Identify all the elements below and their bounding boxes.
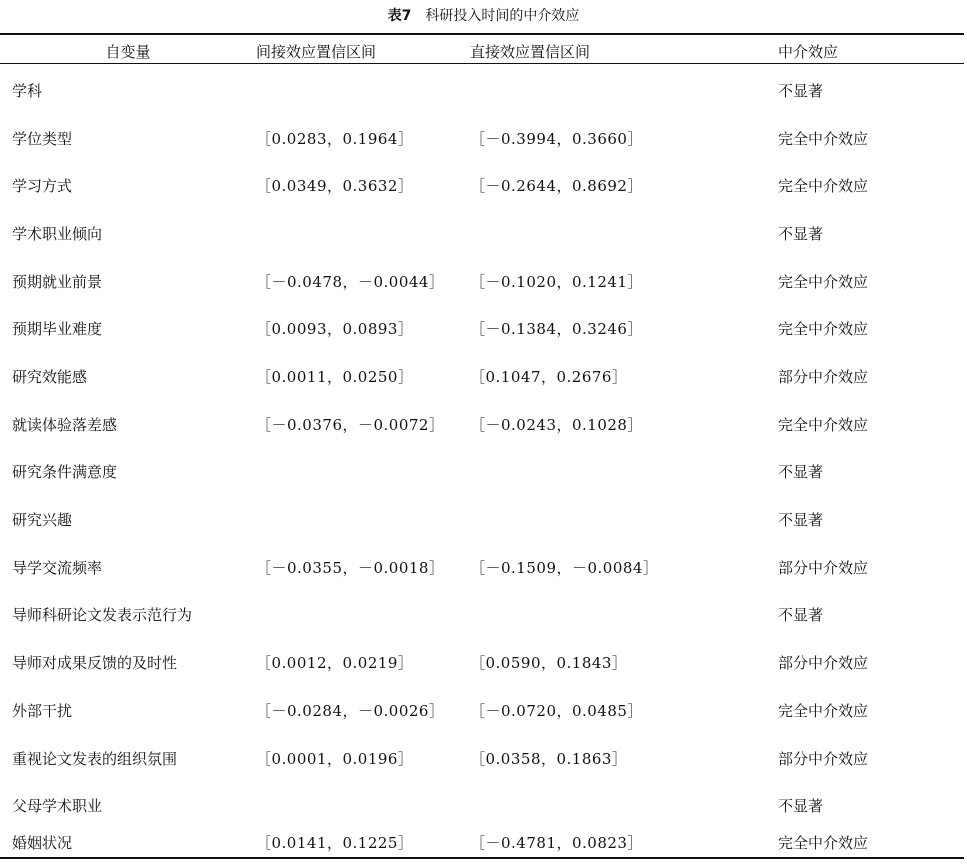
cell-effect: 不显著 [778, 82, 824, 100]
cell-indirect-ci: ［0.0349，0.3632］ [256, 177, 414, 195]
cell-effect: 完全中介效应 [778, 320, 869, 338]
header-mediation-effect: 中介效应 [778, 43, 839, 61]
cell-variable: 学习方式 [12, 177, 73, 195]
table-row [0, 270, 964, 294]
cell-variable: 预期毕业难度 [12, 320, 103, 338]
table-row [0, 413, 964, 437]
cell-variable: 研究条件满意度 [12, 463, 118, 481]
cell-variable: 研究兴趣 [12, 511, 73, 529]
cell-indirect-ci: ［0.0012，0.0219］ [256, 654, 414, 672]
cell-variable: 导师科研论文发表示范行为 [12, 606, 193, 624]
cell-direct-ci: ［－0.1509，－0.0084］ [470, 559, 659, 577]
table-row [0, 460, 964, 484]
cell-direct-ci: ［－0.1020，0.1241］ [470, 273, 643, 291]
header-variable: 自变量 [105, 43, 151, 61]
table-row [0, 794, 964, 818]
cell-indirect-ci: ［－0.0355，－0.0018］ [256, 559, 445, 577]
header-direct-ci: 直接效应置信区间 [470, 43, 591, 61]
cell-variable: 预期就业前景 [12, 273, 103, 291]
top-rule [0, 33, 964, 35]
cell-direct-ci: ［－0.2644，0.8692］ [470, 177, 643, 195]
cell-effect: 完全中介效应 [778, 702, 869, 720]
cell-variable: 学位类型 [12, 130, 73, 148]
cell-direct-ci: ［－0.0243，0.1028］ [470, 416, 643, 434]
cell-variable: 研究效能感 [12, 368, 88, 386]
cell-indirect-ci: ［－0.0478，－0.0044］ [256, 273, 445, 291]
table-row [0, 603, 964, 627]
cell-effect: 不显著 [778, 511, 824, 529]
cell-indirect-ci: ［0.0001，0.0196］ [256, 750, 414, 768]
table-row [0, 127, 964, 151]
cell-effect: 不显著 [778, 463, 824, 481]
table-header [0, 40, 964, 64]
cell-direct-ci: ［0.0358，0.1863］ [470, 750, 628, 768]
cell-variable: 婚姻状况 [12, 834, 73, 852]
cell-variable: 导师对成果反馈的及时性 [12, 654, 178, 672]
table-row [0, 222, 964, 246]
cell-direct-ci: ［0.0590，0.1843］ [470, 654, 628, 672]
cell-effect: 完全中介效应 [778, 416, 869, 434]
cell-variable: 外部干扰 [12, 702, 73, 720]
cell-effect: 不显著 [778, 225, 824, 243]
cell-indirect-ci: ［0.0093，0.0893］ [256, 320, 414, 338]
cell-direct-ci: ［－0.4781，0.0823］ [470, 834, 643, 852]
table-row [0, 317, 964, 341]
cell-effect: 完全中介效应 [778, 130, 869, 148]
cell-effect: 不显著 [778, 606, 824, 624]
cell-indirect-ci: ［0.0141，0.1225］ [256, 834, 414, 852]
cell-direct-ci: ［0.1047，0.2676］ [470, 368, 628, 386]
cell-indirect-ci: ［0.0283，0.1964］ [256, 130, 414, 148]
table-row [0, 174, 964, 198]
table-row [0, 556, 964, 580]
cell-effect: 部分中介效应 [778, 750, 869, 768]
table-row [0, 365, 964, 389]
cell-variable: 就读体验落差感 [12, 416, 118, 434]
cell-direct-ci: ［－0.1384，0.3246］ [470, 320, 643, 338]
table-row [0, 79, 964, 103]
cell-effect: 完全中介效应 [778, 177, 869, 195]
cell-variable: 导学交流频率 [12, 559, 103, 577]
cell-indirect-ci: ［－0.0376，－0.0072］ [256, 416, 445, 434]
bottom-rule [0, 857, 964, 859]
table-row [0, 508, 964, 532]
cell-effect: 不显著 [778, 797, 824, 815]
cell-variable: 重视论文发表的组织氛围 [12, 750, 178, 768]
table-row [0, 699, 964, 723]
table-title [0, 6, 967, 26]
cell-effect: 部分中介效应 [778, 654, 869, 672]
cell-effect: 部分中介效应 [778, 368, 869, 386]
cell-variable: 学科 [12, 82, 43, 100]
table-number: 表7 [387, 8, 412, 24]
cell-variable: 学术职业倾向 [12, 225, 103, 243]
table-row [0, 651, 964, 675]
cell-variable: 父母学术职业 [12, 797, 103, 815]
cell-direct-ci: ［－0.0720，0.0485］ [470, 702, 643, 720]
header-indirect-ci: 间接效应置信区间 [256, 43, 377, 61]
cell-effect: 完全中介效应 [778, 834, 869, 852]
table-row [0, 747, 964, 771]
cell-indirect-ci: ［0.0011，0.0250］ [256, 368, 414, 386]
header-rule [0, 63, 964, 64]
cell-direct-ci: ［－0.3994，0.3660］ [470, 130, 643, 148]
cell-effect: 完全中介效应 [778, 273, 869, 291]
table-caption: 科研投入时间的中介效应 [425, 8, 580, 24]
table-row [0, 831, 964, 855]
cell-effect: 部分中介效应 [778, 559, 869, 577]
cell-indirect-ci: ［－0.0284，－0.0026］ [256, 702, 445, 720]
